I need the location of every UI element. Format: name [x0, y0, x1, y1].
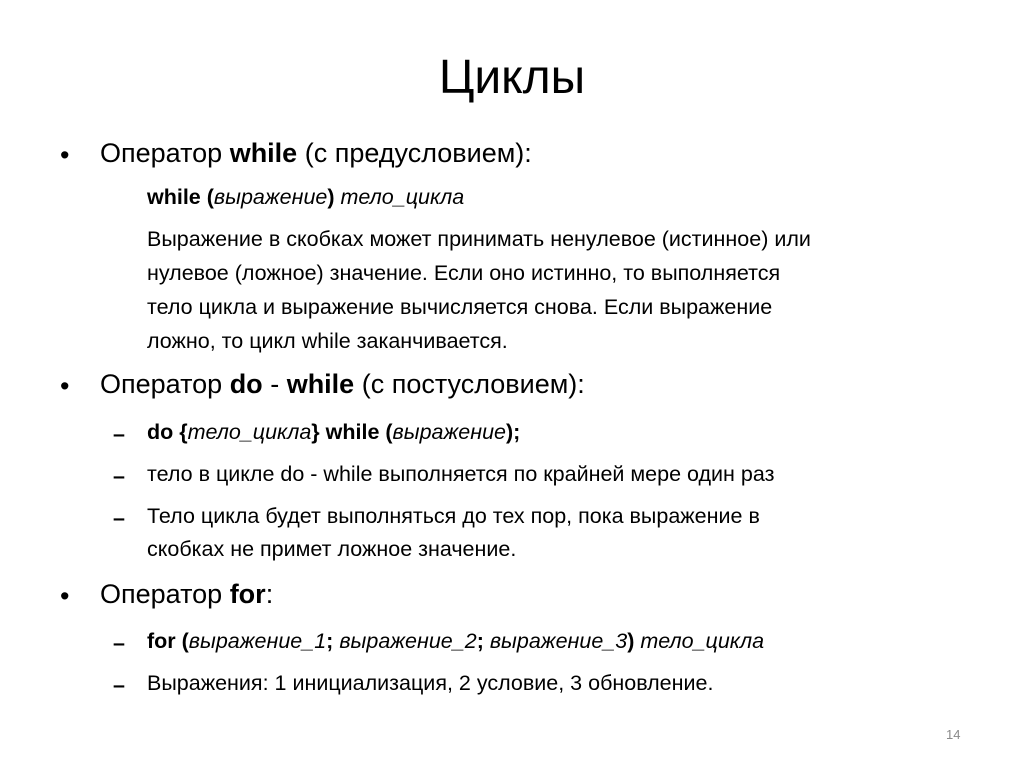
slide-title: Циклы — [438, 51, 586, 104]
for-syntax: for (выражение_1; выражение_2; выражение_3) тело_цикла — [147, 629, 765, 653]
while-description-line: нулевое (ложное) значение. Если оно истинно, то выполняется — [147, 261, 781, 285]
bullet-icon: • — [60, 371, 70, 401]
do-while-heading: Оператор do - while (с постусловием): — [100, 369, 585, 399]
do-while-note: тело в цикле do - while выполняется по крайней мере один раз — [147, 462, 775, 486]
while-description-line: ложно, то цикл while заканчивается. — [147, 329, 508, 353]
do-while-syntax: do {тело_цикла} while (выражение); — [147, 420, 521, 444]
dash-icon: – — [113, 506, 125, 530]
while-description-line: тело цикла и выражение вычисляется снова. Если выражение — [147, 295, 773, 319]
dash-icon: – — [113, 464, 125, 488]
dash-icon: – — [113, 631, 125, 655]
dash-icon: – — [113, 673, 125, 697]
while-syntax: while (выражение) тело_цикла — [147, 185, 465, 209]
bullet-icon: • — [60, 140, 70, 170]
for-heading: Оператор for: — [100, 579, 274, 609]
bullet-icon: • — [60, 581, 70, 611]
while-description-line: Выражение в скобках может принимать ненулевое (истинное) или — [147, 227, 811, 251]
while-heading: Оператор while (с предусловием): — [100, 138, 532, 168]
dash-icon: – — [113, 422, 125, 446]
for-note: Выражения: 1 инициализация, 2 условие, 3 обновление. — [147, 671, 714, 695]
do-while-note: Тело цикла будет выполняться до тех пор, пока выражение в — [147, 504, 760, 528]
do-while-note: скобках не примет ложное значение. — [147, 537, 517, 561]
page-number: 14 — [946, 727, 961, 742]
